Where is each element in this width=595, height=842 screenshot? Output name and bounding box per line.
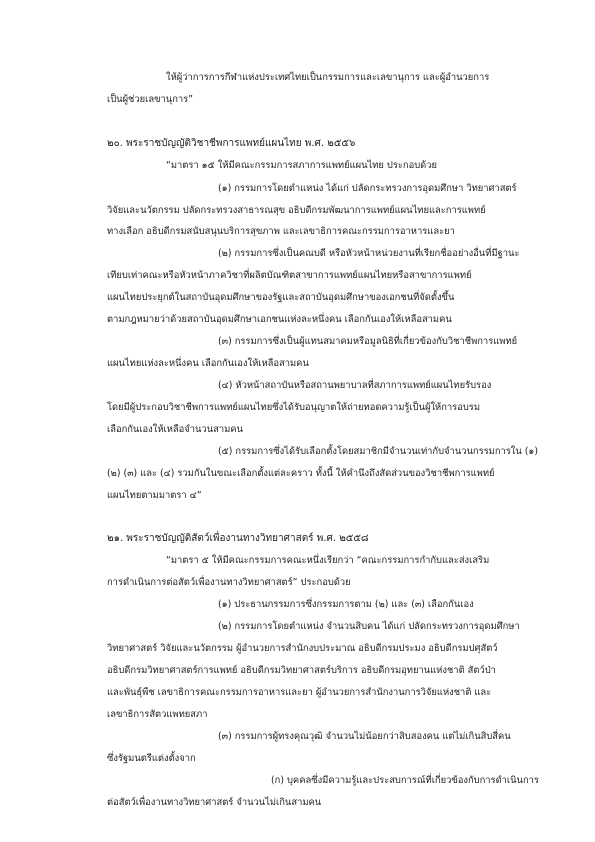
text-line: เลือกกันเองให้เหลือจำนวนสามคน [107, 424, 243, 435]
text-line: ตามกฎหมายว่าด้วยสถาบันอุดมศึกษาเอกชนแห่งละหนึ่งคน เลือกกันเองให้เหลือสามคน [107, 314, 452, 325]
text-line: อธิบดีกรมวิทยาศาสตร์การแพทย์ อธิบดีกรมวิทยาศาสตร์บริการ อธิบดีกรมอุทยานแห่งชาติ สัตว์ป่า [107, 665, 496, 676]
text-line: แผนไทยตามมาตรา ๔” [107, 490, 202, 501]
text-line: (๓) กรรมการผู้ทรงคุณวุฒิ จำนวนไม่น้อยกว่าสิบสองคน แต่ไม่เกินสิบสี่คน [218, 731, 511, 742]
text-line: และพันธุ์พืช เลขาธิการคณะกรรมการอาหารและยา ผู้อำนวยการสำนักงานการวิจัยแห่งชาติ และ [107, 687, 492, 698]
section-heading: ๒๐. พระราชบัญญัติวิชาชีพการแพทย์แผนไทย พ.ศ. ๒๕๕๖ [107, 138, 356, 149]
text-line: วิทยาศาสตร์ วิจัยและนวัตกรรม ผู้อำนวยการสำนักงบประมาณ อธิบดีกรมประมง อธิบดีกรมปศุสัตว์ [107, 643, 498, 654]
text-line: การดำเนินการต่อสัตว์เพื่องานทางวิทยาศาสตร์” ประกอบด้วย [107, 577, 351, 588]
text-line: “มาตรา ๑๕ ให้มีคณะกรรมการสภาการแพทย์แผนไทย ประกอบด้วย [166, 160, 438, 171]
text-line: (๓) กรรมการซึ่งเป็นผู้แทนสมาคมหรือมูลนิธิที่เกี่ยวข้องกับวิชาชีพการแพทย์ [218, 336, 518, 347]
text-line: ทางเลือก อธิบดีกรมสนับสนุนบริการสุขภาพ และเลขาธิการคณะกรรมการอาหารและยา [107, 226, 455, 237]
text-line: แผนไทยประยุกต์ในสถาบันอุดมศึกษาของรัฐและสถาบันอุดมศึกษาของเอกชนที่จัดตั้งขึ้น [107, 292, 455, 303]
text-line: แผนไทยแห่งละหนึ่งคน เลือกกันเองให้เหลือสามคน [107, 358, 309, 369]
text-line: (๑) กรรมการโดยตำแหน่ง ได้แก่ ปลัดกระทรวงการอุดมศึกษา วิทยาศาสตร์ [218, 183, 517, 194]
text-line: (๑) ประธานกรรมการซึ่งกรรมการตาม (๒) และ (๓) เลือกกันเอง [218, 599, 474, 610]
text-line: ให้ผู้ว่าการการกีฬาแห่งประเทศไทยเป็นกรรมการและเลขานุการ และผู้อำนวยการ [166, 72, 490, 83]
text-line: “มาตรา ๕ ให้มีคณะกรรมการคณะหนึ่งเรียกว่า “คณะกรรมการกำกับและส่งเสริม [166, 555, 490, 566]
text-line: วิจัยและนวัตกรรม ปลัดกระทรวงสาธารณสุข อธิบดีกรมพัฒนาการแพทย์แผนไทยและการแพทย์ [107, 205, 486, 216]
text-line: เป็นผู้ช่วยเลขานุการ” [107, 94, 194, 105]
section-heading: ๒๑. พระราชบัญญัติสัตว์เพื่องานทางวิทยาศาสตร์ พ.ศ. ๒๕๕๘ [107, 533, 369, 544]
text-line: (๒) กรรมการโดยตำแหน่ง จำนวนสิบคน ได้แก่ ปลัดกระทรวงการอุดมศึกษา [218, 621, 520, 632]
text-line: ต่อสัตว์เพื่องานทางวิทยาศาสตร์ จำนวนไม่เกินสามคน [107, 797, 322, 808]
text-line: (๒) กรรมการซึ่งเป็นคณบดี หรือหัวหน้าหน่วยงานที่เรียกชื่ออย่างอื่นที่มีฐานะ [218, 248, 520, 259]
text-line: เทียบเท่าคณะหรือหัวหน้าภาควิชาที่ผลิตบัณฑิตสาขาการแพทย์แผนไทยหรือสาขาการแพทย์ [107, 270, 472, 281]
text-line: ซึ่งรัฐมนตรีแต่งตั้งจาก [107, 753, 196, 764]
text-line: (๔) หัวหน้าสถาบันหรือสถานพยาบาลที่สภาการแพทย์แผนไทยรับรอง [218, 380, 492, 391]
text-line: (๕) กรรมการซึ่งได้รับเลือกตั้งโดยสมาชิกมีจำนวนเท่ากับจำนวนกรรมการใน (๑) [218, 446, 539, 457]
text-line: (ก) บุคคลซึ่งมีความรู้และประสบการณ์ที่เกี่ยวข้องกับการดำเนินการ [271, 775, 539, 786]
text-line: เลขาธิการสัตวแพทยสภา [107, 709, 208, 720]
text-line: (๒) (๓) และ (๔) รวมกันในขณะเลือกตั้งแต่ละคราว ทั้งนี้ ให้คำนึงถึงสัดส่วนของวิชาชีพการแพทย์ [107, 468, 495, 479]
text-line: โดยมีผู้ประกอบวิชาชีพการแพทย์แผนไทยซึ่งได้รับอนุญาตให้ถ่ายทอดความรู้เป็นผู้ให้การอบรม [107, 402, 481, 413]
